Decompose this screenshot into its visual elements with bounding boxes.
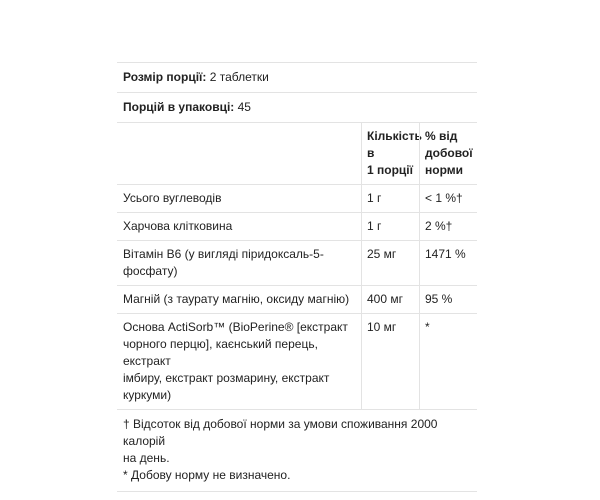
nutrient-amount: 1 г bbox=[361, 213, 419, 240]
header-daily-value: % від добової норми bbox=[419, 123, 477, 184]
nutrient-amount: 400 мг bbox=[361, 286, 419, 313]
supplement-facts-table bbox=[117, 62, 477, 492]
nutrient-dv: * bbox=[419, 314, 477, 409]
serving-size-label: Розмір порції: bbox=[123, 70, 207, 84]
nutrient-name: Вітамін B6 (у вигляді піридоксаль-5- фосфату) bbox=[123, 247, 324, 278]
nutrient-amount: 1 г bbox=[361, 185, 419, 212]
footnotes-row bbox=[117, 409, 477, 492]
table-row bbox=[117, 285, 477, 313]
nutrient-amount: 10 мг bbox=[361, 314, 419, 409]
servings-per-pack-row bbox=[117, 92, 477, 122]
serving-size-row bbox=[117, 62, 477, 92]
nutrient-name: Магній (з таурату магнію, оксиду магнію) bbox=[123, 292, 350, 306]
servings-per-pack-value: 45 bbox=[234, 100, 251, 114]
nutrient-dv: 1471 % bbox=[419, 241, 477, 285]
serving-size-value: 2 таблетки bbox=[206, 70, 269, 84]
nutrient-dv: < 1 %† bbox=[419, 185, 477, 212]
footnote-asterisk: * Добову норму не визначено. bbox=[123, 468, 291, 482]
nutrient-dv: 95 % bbox=[419, 286, 477, 313]
nutrient-dv: 2 %† bbox=[419, 213, 477, 240]
table-row bbox=[117, 212, 477, 240]
nutrient-name: Основа ActiSorb™ (BioPerine® [екстракт чорного перцю], каєнський перець, екстракт імбиру, екстракт розмарину, екстракт куркуми) bbox=[123, 320, 348, 402]
footnote-dagger: † Відсоток від добової норми за умови споживання 2000 калорій bbox=[123, 417, 438, 448]
table-row bbox=[117, 240, 477, 285]
table-row bbox=[117, 313, 477, 409]
footnote-dagger-cont: на день. bbox=[123, 451, 170, 465]
header-amount: Кількість в 1 порції bbox=[361, 123, 419, 184]
nutrient-name: Усього вуглеводів bbox=[123, 191, 222, 205]
header-empty-cell bbox=[117, 123, 361, 184]
servings-per-pack-label: Порцій в упаковці: bbox=[123, 100, 235, 114]
table-row bbox=[117, 184, 477, 212]
table-header bbox=[117, 122, 477, 184]
nutrient-name: Харчова клітковина bbox=[123, 219, 233, 233]
footnotes bbox=[117, 410, 477, 491]
nutrient-amount: 25 мг bbox=[361, 241, 419, 285]
